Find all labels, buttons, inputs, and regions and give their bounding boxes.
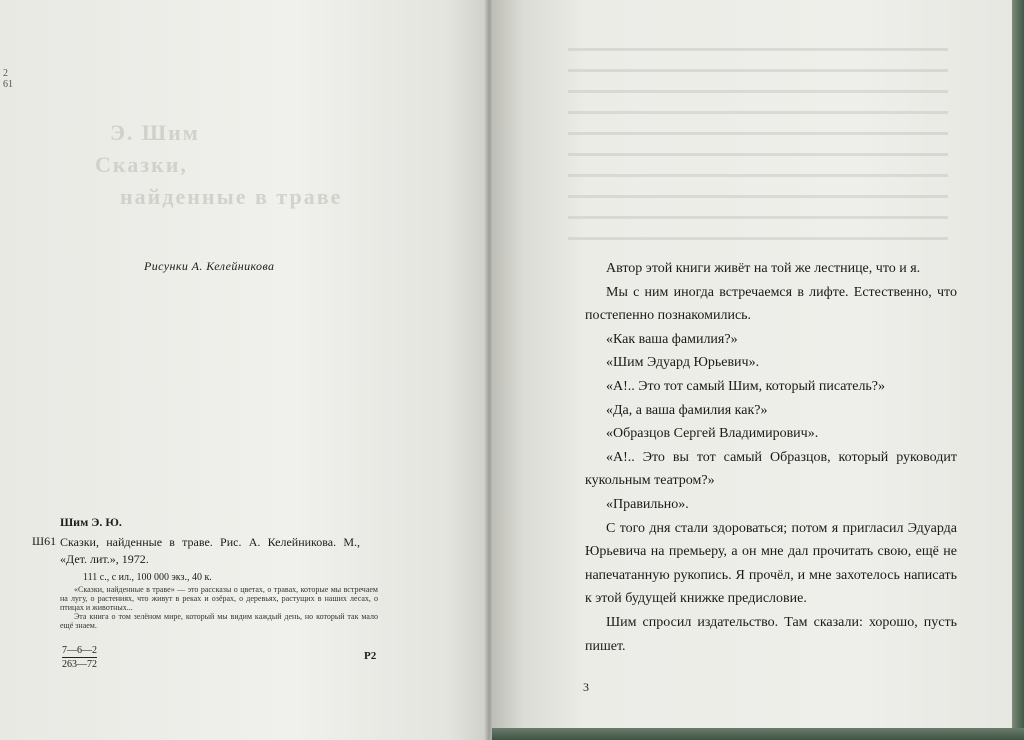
bleed-through-text: Сказки, [95,152,188,177]
left-page [0,0,488,740]
corner-mark [3,68,13,90]
catalog-bibliographic: Сказки, найденные в траве. Рис. А. Келейникова. М., «Дет. лит.», 1972. [60,535,360,566]
catalog-author: Шим Э. Ю. [60,515,122,529]
preface-paragraph: Шим спросил издательство. Там сказали: хорошо, пусть пишет. [585,614,957,654]
catalog-extent: 111 с., с ил., 100 000 экз., 40 к. [83,572,212,583]
index-denominator: 263—72 [62,659,97,670]
page-number: 3 [583,680,589,694]
bleed-through-lines [568,38,948,248]
preface-paragraph: С того дня стали здороваться; потом я пригласил Эдуарда Юрьевича на премьеру, а он мне дал прочитать свою, ещё не напечатанную рукопись. Я прочёл, и мне захотелось написать к этой будущей книжке предисловие. [585,520,957,607]
corner-mark-line: 61 [3,79,13,90]
bleed-through-text: Э. Шим [110,120,200,145]
annotation-paragraph: Эта книга о том зелёном мире, который мы видим каждый день, но который так мало ещё знаем. [60,612,378,630]
preface-paragraph: Автор этой книги живёт на той же лестнице, что и я. [606,261,921,276]
illustrator-credit: Рисунки А. Келейникова [144,259,275,273]
cover-edge [1012,0,1024,740]
catalog-code: Ш61 [32,534,57,548]
bleed-through-text: найденные в траве [120,184,343,209]
class-mark: Р2 [364,650,377,662]
preface-paragraph: «Шим Эдуард Юрьевич». [606,355,760,371]
preface-paragraph: «Правильно». [606,496,689,512]
preface-paragraph: «Да, а ваша фамилия как?» [606,402,768,418]
cover-edge [492,728,1024,740]
preface-text [585,257,957,658]
catalog-annotation [60,585,378,630]
preface-paragraph: «Как ваша фамилия?» [606,331,738,347]
annotation-paragraph: «Сказки, найденные в траве» — это рассказы о цветах, о травах, которые мы встречаем на лугу, о растениях, что живут в реках и озёрах, о деревьях, растущих в наших лесах, о птицах и животных... [60,585,378,612]
preface-paragraph: «А!.. Это вы тот самый Образцов, который руководит кукольным театром?» [585,449,957,489]
preface-paragraph: «Образцов Сергей Владимирович». [606,426,819,442]
right-page [492,0,1014,730]
preface-paragraph: «А!.. Это тот самый Шим, который писатель?» [606,378,886,394]
catalog-index-fraction [62,645,97,670]
index-numerator: 7—6—2 [62,645,97,656]
preface-paragraph: Мы с ним иногда встречаемся в лифте. Естественно, что постепенно познакомились. [585,284,957,324]
corner-mark-line: 2 [3,68,8,79]
